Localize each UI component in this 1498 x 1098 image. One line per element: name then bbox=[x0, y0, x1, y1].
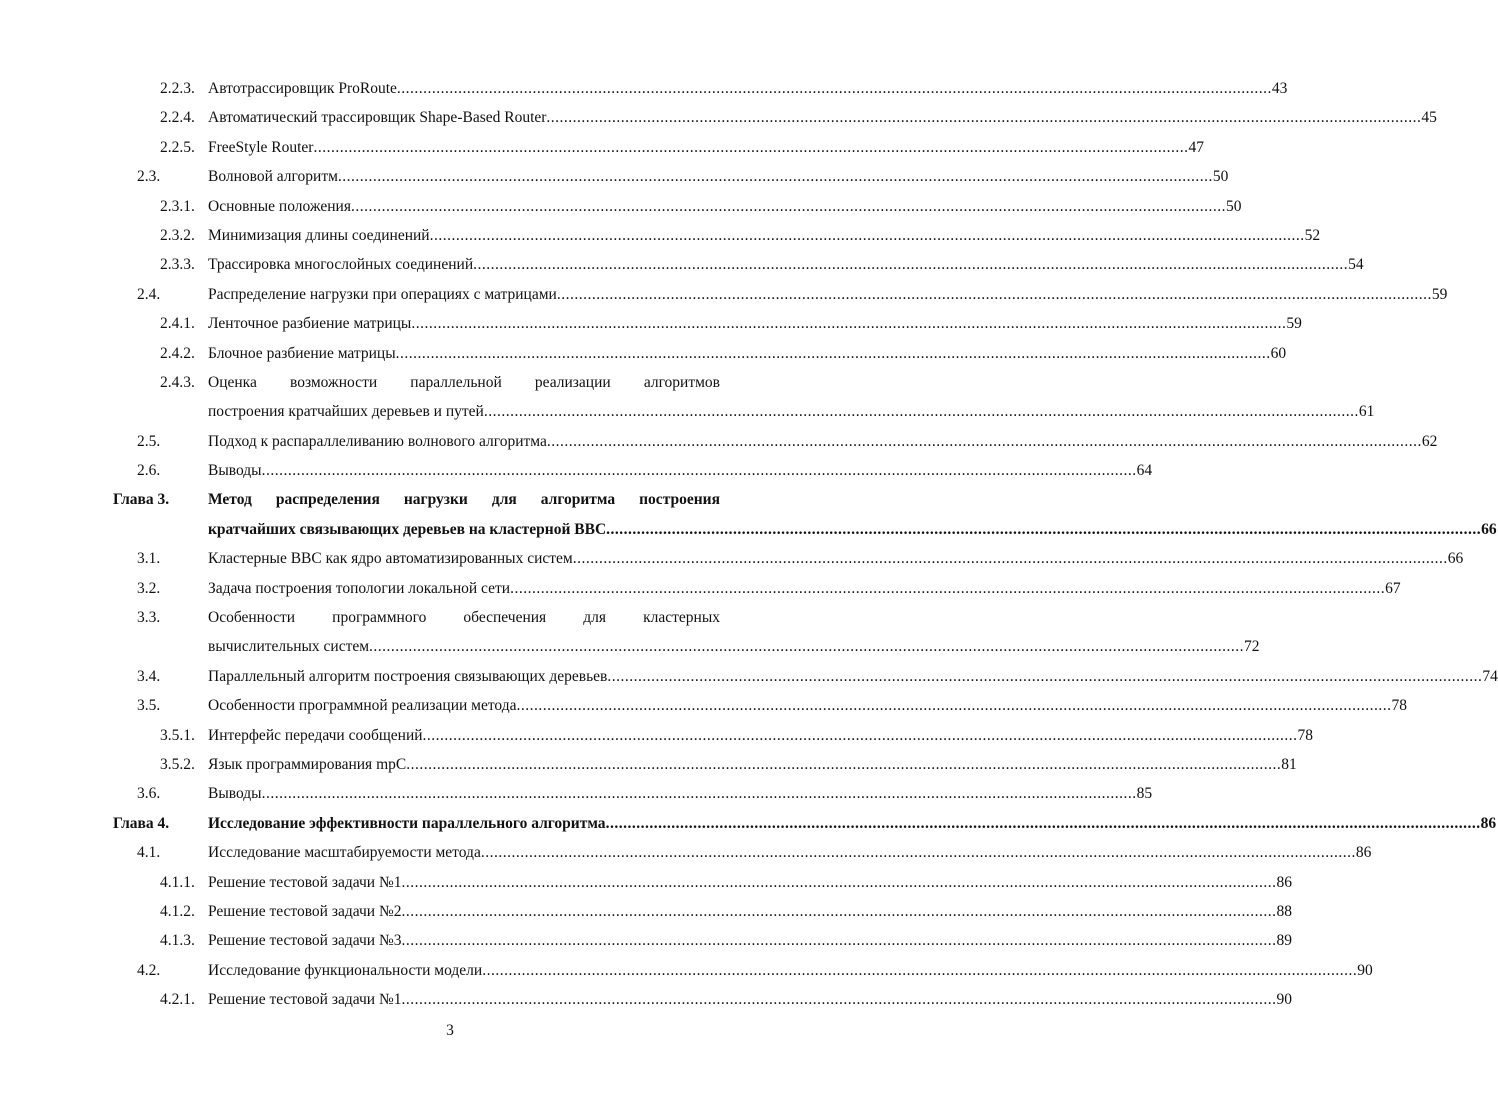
toc-entry[interactable] bbox=[0, 427, 1438, 456]
toc-entry-title: Метод распределения нагрузки для алгоритма построения bbox=[208, 491, 720, 509]
toc-entry-page: 66 bbox=[1481, 520, 1497, 538]
dot-leader: ........................................................................................................................................................................................................ bbox=[572, 550, 1448, 568]
toc-entry-number: 4.2.1. bbox=[160, 991, 195, 1009]
toc-entry-number: 4.1.1. bbox=[160, 873, 195, 891]
toc-entry-page: 66 bbox=[1447, 550, 1464, 568]
toc-entry-number: 3.5.2. bbox=[160, 755, 195, 773]
dot-leader: ........................................................................................................................................................................................................ bbox=[401, 991, 1277, 1009]
toc-entry-page: 50 bbox=[1225, 197, 1242, 215]
toc-entry-title: Минимизация длины соединений bbox=[208, 226, 430, 244]
toc-entry-page: 86 bbox=[1480, 814, 1497, 832]
toc-entry-number: 2.4. bbox=[137, 285, 161, 303]
toc-entry[interactable] bbox=[0, 221, 1321, 250]
toc-entry[interactable] bbox=[0, 485, 798, 514]
toc-entry[interactable] bbox=[0, 779, 1153, 808]
toc-entry[interactable] bbox=[0, 809, 1497, 838]
toc-entry[interactable] bbox=[0, 897, 1292, 926]
toc-entry-page: 81 bbox=[1281, 755, 1297, 773]
toc-entry[interactable] bbox=[0, 721, 1314, 750]
toc-entry-page: 90 bbox=[1276, 991, 1292, 1009]
toc-entry-number: 2.4.3. bbox=[160, 373, 195, 391]
dot-leader: ........................................................................................................................................................................................................ bbox=[429, 226, 1305, 244]
toc-entry-number: 4.2. bbox=[137, 961, 161, 979]
dot-leader: ........................................................................................................................................................................................................ bbox=[605, 814, 1481, 832]
toc-entry-page: 86 bbox=[1276, 873, 1292, 891]
toc-entry-number: 3.2. bbox=[137, 579, 161, 597]
toc-entry-title: Выводы bbox=[208, 785, 262, 803]
dot-leader: ........................................................................................................................................................................................................ bbox=[401, 932, 1277, 950]
toc-entry-number: 2.2.5. bbox=[160, 138, 195, 156]
toc-entry-title: Подход к распараллеливанию волнового алгоритма bbox=[208, 432, 547, 450]
toc-entry-title: Исследование функциональности модели bbox=[208, 961, 483, 979]
toc-entry[interactable] bbox=[0, 339, 1287, 368]
dot-leader: ........................................................................................................................................................................................................ bbox=[406, 755, 1282, 773]
dot-leader: ........................................................................................................................................................................................................ bbox=[483, 403, 1359, 421]
toc-entry-number: 3.1. bbox=[137, 550, 161, 568]
dot-leader: ........................................................................................................................................................................................................ bbox=[473, 256, 1349, 274]
toc-entry[interactable] bbox=[0, 662, 1498, 691]
toc-entry-title: Выводы bbox=[208, 462, 262, 480]
dot-leader: ........................................................................................................................................................................................................ bbox=[401, 902, 1277, 920]
toc-entry-page: 88 bbox=[1276, 902, 1292, 920]
toc-entry-title: Волновой алгоритм bbox=[208, 168, 338, 186]
toc-entry[interactable] bbox=[0, 74, 1288, 103]
toc-entry-number: 3.5. bbox=[137, 697, 161, 715]
toc-entry-number: 2.3.2. bbox=[160, 226, 195, 244]
toc-entry-page: 78 bbox=[1391, 697, 1408, 715]
toc-entry-page: 61 bbox=[1358, 403, 1375, 421]
toc-entry-title: Решение тестовой задачи №1 bbox=[208, 991, 402, 1009]
toc-entry-title: Распределение нагрузки при операциях с матрицами bbox=[208, 285, 557, 303]
toc-entry[interactable] bbox=[0, 192, 1242, 221]
toc-entry[interactable] bbox=[0, 103, 1437, 132]
toc-entry-page: 62 bbox=[1421, 432, 1438, 450]
table-of-contents bbox=[0, 74, 1498, 1015]
toc-entry[interactable] bbox=[0, 956, 1373, 985]
toc-entry-title: Особенности программного обеспечения для кластерных bbox=[208, 609, 720, 627]
toc-entry-number: 2.6. bbox=[137, 462, 161, 480]
toc-entry-number: 3.6. bbox=[137, 785, 161, 803]
toc-entry[interactable] bbox=[0, 280, 1448, 309]
toc-entry-number: 4.1.3. bbox=[160, 932, 195, 950]
toc-entry-title: Оценка возможности параллельной реализации алгоритмов bbox=[208, 373, 720, 391]
dot-leader: ........................................................................................................................................................................................................ bbox=[369, 638, 1245, 656]
toc-entry-number: 2.4.2. bbox=[160, 344, 195, 362]
toc-entry-title: Задача построения топологии локальной сети bbox=[208, 579, 511, 597]
toc-entry-title: построения кратчайших деревьев и путей bbox=[208, 403, 484, 421]
toc-entry-page: 47 bbox=[1188, 138, 1204, 156]
toc-entry-page: 86 bbox=[1355, 844, 1372, 862]
toc-entry-number: 2.3. bbox=[137, 168, 161, 186]
dot-leader: ........................................................................................................................................................................................................ bbox=[337, 168, 1213, 186]
toc-entry-page: 72 bbox=[1244, 638, 1260, 656]
dot-leader: ........................................................................................................................................................................................................ bbox=[350, 197, 1226, 215]
toc-entry-title: Основные положения bbox=[208, 197, 351, 215]
toc-entry-page: 59 bbox=[1286, 315, 1302, 333]
dot-leader: ........................................................................................................................................................................................................ bbox=[546, 109, 1422, 127]
toc-entry-title: Язык программирования mpC bbox=[208, 755, 407, 773]
toc-entry-page: 89 bbox=[1276, 932, 1292, 950]
toc-entry-page: 85 bbox=[1136, 785, 1153, 803]
dot-leader: ........................................................................................................................................................................................................ bbox=[556, 285, 1432, 303]
toc-entry-page: 78 bbox=[1297, 726, 1314, 744]
toc-entry[interactable] bbox=[0, 574, 1401, 603]
toc-entry-title: Автотрассировщик ProRoute bbox=[208, 80, 397, 97]
toc-entry[interactable] bbox=[0, 691, 1408, 720]
toc-entry-title: кратчайших связывающих деревьев на кластерной ВВС bbox=[208, 520, 607, 538]
toc-entry[interactable] bbox=[0, 515, 1497, 544]
toc-entry-page: 52 bbox=[1304, 226, 1321, 244]
toc-entry-number: 3.4. bbox=[137, 667, 161, 685]
toc-entry-number: 2.2.4. bbox=[160, 109, 195, 127]
toc-entry-number: 2.2.3. bbox=[160, 80, 195, 97]
toc-entry[interactable] bbox=[0, 309, 1302, 338]
dot-leader: ........................................................................................................................................................................................................ bbox=[516, 697, 1392, 715]
dot-leader: ........................................................................................................................................................................................................ bbox=[411, 315, 1287, 333]
toc-entry-title: вычислительных систем bbox=[208, 638, 370, 656]
dot-leader: ........................................................................................................................................................................................................ bbox=[480, 844, 1356, 862]
toc-entry-title: Ленточное разбиение матрицы bbox=[208, 315, 412, 333]
dot-leader: ........................................................................................................................................................................................................ bbox=[401, 873, 1277, 891]
toc-entry-title: Трассировка многослойных соединений bbox=[208, 256, 474, 274]
toc-entry-number: 3.3. bbox=[137, 609, 161, 627]
toc-entry-page: 59 bbox=[1431, 285, 1448, 303]
toc-entry-page: 43 bbox=[1271, 80, 1288, 97]
toc-entry-page: 60 bbox=[1270, 344, 1287, 362]
dot-leader: ........................................................................................................................................................................................................ bbox=[510, 579, 1386, 597]
toc-entry-number: 2.5. bbox=[137, 432, 161, 450]
toc-entry-number: 2.4.1. bbox=[160, 315, 195, 333]
toc-entry-title: Решение тестовой задачи №3 bbox=[208, 932, 402, 950]
toc-entry-title: Параллельный алгоритм построения связывающих деревьев bbox=[208, 667, 608, 685]
toc-entry[interactable] bbox=[0, 397, 1375, 426]
toc-entry-page: 54 bbox=[1348, 256, 1364, 274]
toc-entry[interactable] bbox=[0, 750, 1297, 779]
toc-entry-number: 4.1.2. bbox=[160, 902, 195, 920]
toc-entry-page: 50 bbox=[1212, 168, 1229, 186]
toc-entry-number: 2.3.3. bbox=[160, 256, 195, 274]
toc-entry[interactable] bbox=[0, 868, 1292, 897]
toc-entry-number: Глава 4. bbox=[113, 814, 170, 832]
dot-leader: ........................................................................................................................................................................................................ bbox=[261, 462, 1137, 480]
toc-entry-page: 74 bbox=[1482, 667, 1498, 685]
dot-leader: ........................................................................................................................................................................................................ bbox=[607, 667, 1483, 685]
toc-entry[interactable] bbox=[0, 456, 1153, 485]
dot-leader: ........................................................................................................................................................................................................ bbox=[482, 961, 1358, 979]
toc-entry-page: 45 bbox=[1421, 109, 1437, 127]
dot-leader: ........................................................................................................................................................................................................ bbox=[313, 138, 1189, 156]
dot-leader: ........................................................................................................................................................................................................ bbox=[606, 520, 1482, 538]
toc-entry-title: Автоматический трассировщик Shape-Based Router bbox=[208, 109, 547, 127]
dot-leader: ........................................................................................................................................................................................................ bbox=[395, 344, 1271, 362]
toc-entry[interactable] bbox=[0, 632, 1260, 661]
dot-leader: ........................................................................................................................................................................................................ bbox=[546, 432, 1422, 450]
toc-entry-title: Особенности программной реализации метода bbox=[208, 697, 517, 715]
toc-entry-title: Интерфейс передачи сообщений bbox=[208, 726, 423, 744]
toc-entry-page: 67 bbox=[1385, 579, 1401, 597]
toc-entry[interactable] bbox=[0, 926, 1292, 955]
toc-entry[interactable] bbox=[0, 368, 798, 397]
toc-entry-number: 3.5.1. bbox=[160, 726, 195, 744]
toc-entry[interactable] bbox=[0, 838, 1372, 867]
toc-entry-page: 64 bbox=[1136, 462, 1153, 480]
toc-entry[interactable] bbox=[0, 162, 1229, 191]
toc-entry-title: Блочное разбиение матрицы bbox=[208, 344, 396, 362]
toc-entry-number: Глава 3. bbox=[113, 491, 170, 509]
page-number: 3 bbox=[446, 1022, 454, 1039]
toc-entry-title: Решение тестовой задачи №1 bbox=[208, 873, 402, 891]
toc-entry-number: 4.1. bbox=[137, 844, 161, 862]
toc-entry-title: Кластерные ВВС как ядро автоматизированных систем bbox=[208, 550, 573, 568]
toc-entry[interactable] bbox=[0, 133, 1204, 162]
dot-leader: ........................................................................................................................................................................................................ bbox=[422, 726, 1298, 744]
toc-entry[interactable] bbox=[0, 985, 1292, 1014]
toc-entry-title: FreeStyle Router bbox=[208, 138, 314, 156]
toc-entry-title: Решение тестовой задачи №2 bbox=[208, 902, 402, 920]
toc-entry-title: Исследование масштабируемости метода bbox=[208, 844, 481, 862]
toc-entry[interactable] bbox=[0, 603, 798, 632]
toc-entry-title: Исследование эффективности параллельного алгоритма bbox=[208, 814, 606, 832]
toc-entry-page: 90 bbox=[1357, 961, 1373, 979]
dot-leader: ........................................................................................................................................................................................................ bbox=[396, 80, 1272, 97]
dot-leader: ........................................................................................................................................................................................................ bbox=[261, 785, 1137, 803]
toc-entry-number: 2.3.1. bbox=[160, 197, 195, 215]
toc-entry[interactable] bbox=[0, 250, 1364, 279]
toc-entry[interactable] bbox=[0, 544, 1464, 573]
